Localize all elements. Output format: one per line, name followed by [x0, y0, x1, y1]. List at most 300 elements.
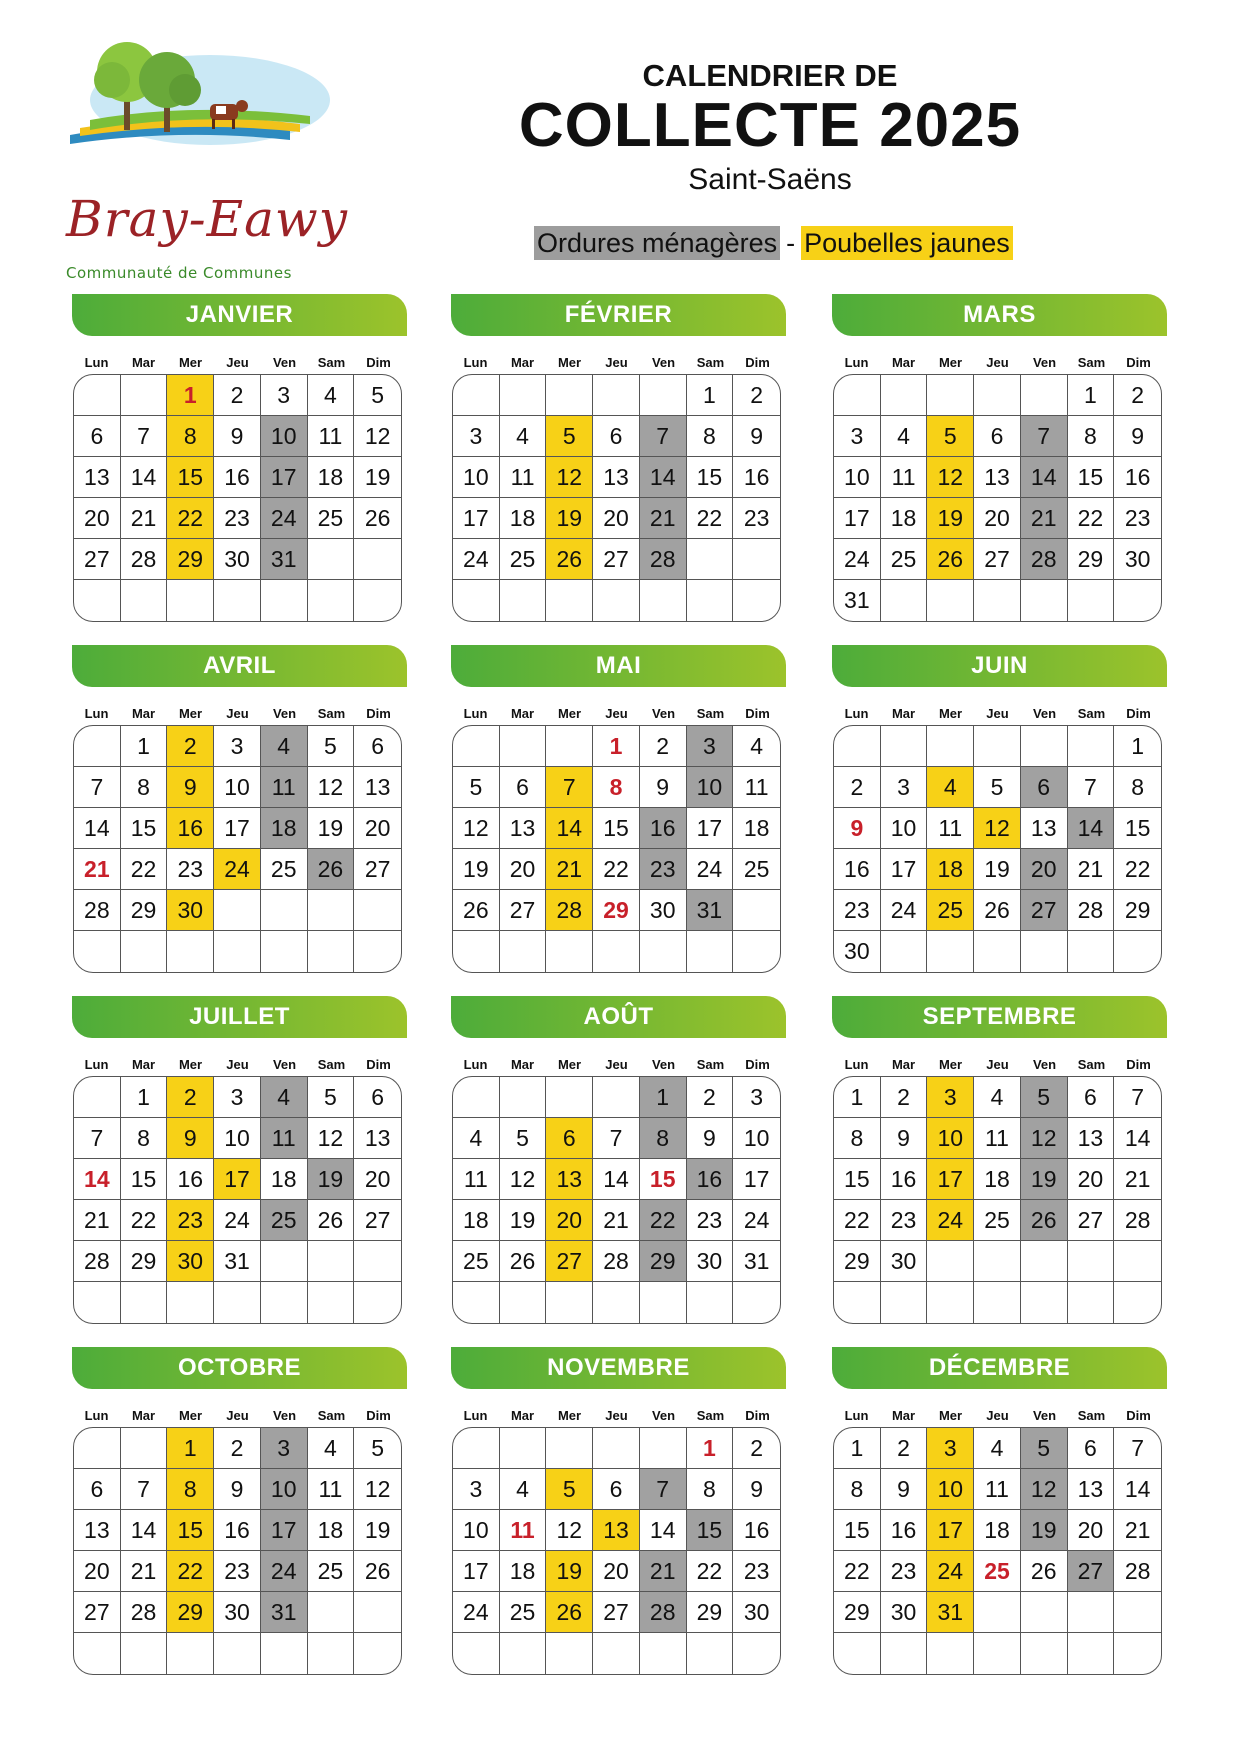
- day-cell: 3: [214, 1077, 261, 1118]
- day-cell: 19: [453, 849, 500, 890]
- day-cell: 13: [74, 457, 121, 498]
- empty-cell: [121, 1282, 168, 1323]
- day-cell: 28: [74, 890, 121, 931]
- day-cell: 3: [927, 1077, 974, 1118]
- day-cell: 12: [546, 457, 593, 498]
- weekday-label: Mer: [178, 1056, 203, 1072]
- day-cell: 24: [214, 1200, 261, 1241]
- day-cell: 6: [354, 726, 401, 767]
- weekday-row: [833, 1052, 1162, 1076]
- weekday-label: Sam: [317, 1407, 346, 1423]
- day-cell: 25: [974, 1551, 1021, 1592]
- day-cell: 28: [593, 1241, 640, 1282]
- empty-cell: [261, 890, 308, 931]
- empty-cell: [927, 726, 974, 767]
- weekday-label: Ven: [272, 705, 297, 721]
- empty-cell: [593, 1633, 640, 1674]
- empty-cell: [74, 1428, 121, 1469]
- day-cell: 14: [121, 1510, 168, 1551]
- empty-cell: [640, 580, 687, 621]
- month-8: [832, 996, 1167, 1324]
- day-cell: 15: [687, 1510, 734, 1551]
- day-cell: 3: [687, 726, 734, 767]
- day-cell: 7: [1114, 1077, 1161, 1118]
- day-cell: 9: [733, 1469, 780, 1510]
- month-grid: [833, 374, 1162, 622]
- day-cell: 30: [881, 1592, 928, 1633]
- empty-cell: [500, 726, 547, 767]
- day-cell: 18: [881, 498, 928, 539]
- empty-cell: [453, 1428, 500, 1469]
- day-cell: 16: [881, 1510, 928, 1551]
- day-cell: 29: [687, 1592, 734, 1633]
- day-cell: 7: [593, 1118, 640, 1159]
- weekday-label: Ven: [1032, 354, 1057, 370]
- empty-cell: [354, 1592, 401, 1633]
- weekday-label: Jeu: [605, 1407, 628, 1423]
- weekday-label: Jeu: [226, 354, 249, 370]
- empty-cell: [453, 580, 500, 621]
- empty-cell: [74, 1077, 121, 1118]
- day-cell: 17: [733, 1159, 780, 1200]
- day-cell: 30: [881, 1241, 928, 1282]
- day-cell: 11: [974, 1469, 1021, 1510]
- day-cell: 7: [546, 767, 593, 808]
- weekday-label: Mer: [938, 354, 963, 370]
- empty-cell: [974, 1241, 1021, 1282]
- day-cell: 4: [500, 1469, 547, 1510]
- day-cell: 26: [354, 498, 401, 539]
- day-cell: 8: [1068, 416, 1115, 457]
- month-title: AOÛT: [451, 996, 786, 1038]
- empty-cell: [927, 580, 974, 621]
- day-cell: 21: [1068, 849, 1115, 890]
- empty-cell: [121, 931, 168, 972]
- day-cell: 16: [167, 1159, 214, 1200]
- weekday-label: Sam: [317, 1056, 346, 1072]
- weekday-label: Ven: [272, 1407, 297, 1423]
- empty-cell: [214, 931, 261, 972]
- day-cell: 2: [881, 1077, 928, 1118]
- empty-cell: [974, 1592, 1021, 1633]
- day-cell: 29: [593, 890, 640, 931]
- legend: [534, 228, 1013, 259]
- day-cell: 5: [546, 416, 593, 457]
- day-cell: 18: [974, 1510, 1021, 1551]
- day-cell: 29: [1114, 890, 1161, 931]
- day-cell: 4: [500, 416, 547, 457]
- day-cell: 19: [354, 457, 401, 498]
- day-cell: 27: [1068, 1551, 1115, 1592]
- day-cell: 14: [1068, 808, 1115, 849]
- empty-cell: [500, 1428, 547, 1469]
- weekday-label: Ven: [651, 705, 676, 721]
- day-cell: 22: [687, 498, 734, 539]
- day-cell: 16: [167, 808, 214, 849]
- weekday-label: Lun: [463, 705, 488, 721]
- weekday-row: [452, 701, 781, 725]
- day-cell: 22: [167, 498, 214, 539]
- day-cell: 10: [214, 1118, 261, 1159]
- weekday-label: Jeu: [605, 354, 628, 370]
- month-6: [72, 996, 407, 1324]
- day-cell: 16: [687, 1159, 734, 1200]
- day-cell: 7: [121, 1469, 168, 1510]
- day-cell: 30: [733, 1592, 780, 1633]
- weekday-row: [73, 1403, 402, 1427]
- weekday-label: Jeu: [986, 1407, 1009, 1423]
- day-cell: 12: [308, 767, 355, 808]
- day-cell: 11: [261, 767, 308, 808]
- day-cell: 23: [640, 849, 687, 890]
- weekday-label: Dim: [366, 1056, 391, 1072]
- day-cell: 27: [593, 1592, 640, 1633]
- day-cell: 15: [687, 457, 734, 498]
- day-cell: 11: [500, 1510, 547, 1551]
- day-cell: 31: [214, 1241, 261, 1282]
- empty-cell: [500, 931, 547, 972]
- day-cell: 25: [500, 539, 547, 580]
- day-cell: 13: [1021, 808, 1068, 849]
- day-cell: 7: [74, 767, 121, 808]
- day-cell: 15: [121, 1159, 168, 1200]
- weekday-row: [73, 701, 402, 725]
- empty-cell: [354, 539, 401, 580]
- empty-cell: [121, 580, 168, 621]
- day-cell: 21: [640, 1551, 687, 1592]
- weekday-label: Ven: [1032, 1407, 1057, 1423]
- month-grid: [452, 725, 781, 973]
- legend-separator: -: [786, 228, 796, 258]
- weekday-label: Mar: [510, 1407, 535, 1423]
- day-cell: 27: [74, 1592, 121, 1633]
- day-cell: 19: [927, 498, 974, 539]
- day-cell: 21: [1021, 498, 1068, 539]
- day-cell: 18: [453, 1200, 500, 1241]
- day-cell: 26: [500, 1241, 547, 1282]
- weekday-label: Dim: [366, 705, 391, 721]
- day-cell: 22: [121, 849, 168, 890]
- day-cell: 31: [261, 1592, 308, 1633]
- day-cell: 5: [308, 1077, 355, 1118]
- day-cell: 27: [1068, 1200, 1115, 1241]
- day-cell: 19: [1021, 1510, 1068, 1551]
- weekday-label: Mer: [938, 705, 963, 721]
- day-cell: 26: [546, 539, 593, 580]
- empty-cell: [927, 1282, 974, 1323]
- month-title: DÉCEMBRE: [832, 1347, 1167, 1389]
- empty-cell: [308, 1592, 355, 1633]
- day-cell: 18: [261, 1159, 308, 1200]
- day-cell: 27: [354, 849, 401, 890]
- empty-cell: [308, 539, 355, 580]
- day-cell: 21: [546, 849, 593, 890]
- day-cell: 16: [733, 457, 780, 498]
- weekday-label: Ven: [651, 1407, 676, 1423]
- weekday-label: Sam: [1077, 354, 1106, 370]
- day-cell: 25: [308, 1551, 355, 1592]
- empty-cell: [974, 1282, 1021, 1323]
- day-cell: 10: [214, 767, 261, 808]
- empty-cell: [308, 1633, 355, 1674]
- empty-cell: [927, 375, 974, 416]
- empty-cell: [308, 580, 355, 621]
- day-cell: 26: [354, 1551, 401, 1592]
- day-cell: 10: [687, 767, 734, 808]
- day-cell: 26: [453, 890, 500, 931]
- weekday-label: Lun: [844, 1056, 869, 1072]
- day-cell: 9: [214, 416, 261, 457]
- weekday-label: Dim: [1126, 1056, 1151, 1072]
- weekday-label: Dim: [745, 1056, 770, 1072]
- day-cell: 6: [1021, 767, 1068, 808]
- empty-cell: [546, 1077, 593, 1118]
- day-cell: 20: [546, 1200, 593, 1241]
- day-cell: 14: [1114, 1118, 1161, 1159]
- empty-cell: [500, 1282, 547, 1323]
- day-cell: 10: [733, 1118, 780, 1159]
- weekday-label: Mer: [178, 1407, 203, 1423]
- day-cell: 6: [74, 416, 121, 457]
- empty-cell: [687, 580, 734, 621]
- month-7: [451, 996, 786, 1324]
- weekday-label: Mar: [131, 1056, 156, 1072]
- day-cell: 11: [453, 1159, 500, 1200]
- weekday-label: Sam: [317, 705, 346, 721]
- legend-yellow: Poubelles jaunes: [801, 226, 1013, 260]
- day-cell: 9: [167, 1118, 214, 1159]
- day-cell: 20: [974, 498, 1021, 539]
- empty-cell: [1021, 375, 1068, 416]
- day-cell: 1: [167, 1428, 214, 1469]
- month-grid: [73, 725, 402, 973]
- day-cell: 3: [214, 726, 261, 767]
- empty-cell: [881, 1282, 928, 1323]
- day-cell: 25: [927, 890, 974, 931]
- empty-cell: [74, 1633, 121, 1674]
- empty-cell: [261, 1241, 308, 1282]
- empty-cell: [167, 580, 214, 621]
- empty-cell: [834, 375, 881, 416]
- day-cell: 11: [881, 457, 928, 498]
- empty-cell: [687, 1282, 734, 1323]
- weekday-label: Mar: [131, 354, 156, 370]
- weekday-label: Mar: [510, 1056, 535, 1072]
- day-cell: 4: [733, 726, 780, 767]
- day-cell: 21: [593, 1200, 640, 1241]
- empty-cell: [214, 580, 261, 621]
- day-cell: 19: [500, 1200, 547, 1241]
- empty-cell: [927, 931, 974, 972]
- day-cell: 13: [974, 457, 1021, 498]
- day-cell: 5: [1021, 1428, 1068, 1469]
- empty-cell: [927, 1241, 974, 1282]
- day-cell: 19: [1021, 1159, 1068, 1200]
- empty-cell: [881, 726, 928, 767]
- day-cell: 8: [167, 1469, 214, 1510]
- day-cell: 1: [1114, 726, 1161, 767]
- day-cell: 21: [121, 1551, 168, 1592]
- day-cell: 6: [593, 416, 640, 457]
- day-cell: 12: [546, 1510, 593, 1551]
- day-cell: 2: [733, 1428, 780, 1469]
- day-cell: 13: [593, 457, 640, 498]
- logo: [60, 40, 348, 282]
- empty-cell: [974, 931, 1021, 972]
- day-cell: 23: [733, 498, 780, 539]
- landscape-logo-icon: [60, 40, 340, 200]
- day-cell: 21: [1114, 1510, 1161, 1551]
- day-cell: 11: [308, 416, 355, 457]
- month-title: FÉVRIER: [451, 294, 786, 336]
- day-cell: 1: [687, 375, 734, 416]
- day-cell: 22: [121, 1200, 168, 1241]
- day-cell: 9: [167, 767, 214, 808]
- day-cell: 7: [1021, 416, 1068, 457]
- day-cell: 29: [167, 539, 214, 580]
- day-cell: 24: [261, 498, 308, 539]
- day-cell: 8: [640, 1118, 687, 1159]
- empty-cell: [453, 1633, 500, 1674]
- day-cell: 4: [453, 1118, 500, 1159]
- weekday-label: Ven: [272, 354, 297, 370]
- weekday-label: Jeu: [226, 1407, 249, 1423]
- day-cell: 13: [1068, 1118, 1115, 1159]
- month-title: NOVEMBRE: [451, 1347, 786, 1389]
- day-cell: 28: [640, 1592, 687, 1633]
- day-cell: 21: [1114, 1159, 1161, 1200]
- day-cell: 20: [593, 498, 640, 539]
- weekday-label: Dim: [366, 354, 391, 370]
- day-cell: 18: [500, 498, 547, 539]
- empty-cell: [74, 931, 121, 972]
- day-cell: 1: [167, 375, 214, 416]
- day-cell: 18: [308, 457, 355, 498]
- day-cell: 13: [354, 767, 401, 808]
- day-cell: 20: [1068, 1159, 1115, 1200]
- day-cell: 26: [974, 890, 1021, 931]
- empty-cell: [974, 580, 1021, 621]
- month-title: JANVIER: [72, 294, 407, 336]
- day-cell: 28: [1021, 539, 1068, 580]
- day-cell: 20: [500, 849, 547, 890]
- weekday-label: Lun: [463, 354, 488, 370]
- empty-cell: [687, 539, 734, 580]
- day-cell: 18: [308, 1510, 355, 1551]
- weekday-label: Sam: [696, 1407, 725, 1423]
- day-cell: 2: [640, 726, 687, 767]
- day-cell: 15: [1068, 457, 1115, 498]
- day-cell: 4: [261, 726, 308, 767]
- day-cell: 14: [74, 1159, 121, 1200]
- month-title: JUIN: [832, 645, 1167, 687]
- day-cell: 5: [974, 767, 1021, 808]
- day-cell: 16: [1114, 457, 1161, 498]
- day-cell: 8: [167, 416, 214, 457]
- day-cell: 17: [834, 498, 881, 539]
- day-cell: 12: [354, 1469, 401, 1510]
- weekday-label: Mer: [557, 354, 582, 370]
- day-cell: 10: [927, 1469, 974, 1510]
- empty-cell: [121, 1428, 168, 1469]
- day-cell: 25: [261, 1200, 308, 1241]
- empty-cell: [733, 539, 780, 580]
- month-grid: [833, 1427, 1162, 1675]
- month-9: [72, 1347, 407, 1675]
- empty-cell: [546, 1633, 593, 1674]
- weekday-label: Mar: [131, 705, 156, 721]
- month-4: [451, 645, 786, 973]
- weekday-label: Ven: [1032, 705, 1057, 721]
- day-cell: 28: [1114, 1200, 1161, 1241]
- empty-cell: [500, 1633, 547, 1674]
- day-cell: 27: [593, 539, 640, 580]
- day-cell: 29: [834, 1592, 881, 1633]
- day-cell: 9: [733, 416, 780, 457]
- day-cell: 4: [927, 767, 974, 808]
- day-cell: 23: [214, 1551, 261, 1592]
- empty-cell: [1068, 1282, 1115, 1323]
- day-cell: 14: [1114, 1469, 1161, 1510]
- empty-cell: [1068, 726, 1115, 767]
- weekday-label: Mer: [557, 1407, 582, 1423]
- day-cell: 20: [1021, 849, 1068, 890]
- day-cell: 22: [640, 1200, 687, 1241]
- weekday-row: [833, 350, 1162, 374]
- weekday-label: Ven: [272, 1056, 297, 1072]
- weekday-label: Jeu: [605, 705, 628, 721]
- day-cell: 27: [500, 890, 547, 931]
- day-cell: 21: [74, 1200, 121, 1241]
- day-cell: 12: [453, 808, 500, 849]
- month-grid: [73, 1076, 402, 1324]
- empty-cell: [881, 375, 928, 416]
- day-cell: 4: [308, 375, 355, 416]
- empty-cell: [354, 1241, 401, 1282]
- day-cell: 19: [546, 1551, 593, 1592]
- day-cell: 8: [1114, 767, 1161, 808]
- day-cell: 11: [733, 767, 780, 808]
- day-cell: 24: [733, 1200, 780, 1241]
- day-cell: 10: [881, 808, 928, 849]
- weekday-label: Mer: [938, 1407, 963, 1423]
- empty-cell: [167, 931, 214, 972]
- day-cell: 2: [167, 726, 214, 767]
- month-10: [451, 1347, 786, 1675]
- title-line2: COLLECTE 2025: [518, 91, 1022, 160]
- weekday-row: [833, 1403, 1162, 1427]
- day-cell: 6: [1068, 1428, 1115, 1469]
- month-grid: [452, 1427, 781, 1675]
- empty-cell: [308, 1282, 355, 1323]
- day-cell: 20: [354, 808, 401, 849]
- day-cell: 17: [214, 1159, 261, 1200]
- day-cell: 29: [1068, 539, 1115, 580]
- day-cell: 2: [881, 1428, 928, 1469]
- weekday-label: Mar: [510, 705, 535, 721]
- day-cell: 18: [927, 849, 974, 890]
- empty-cell: [546, 375, 593, 416]
- empty-cell: [1114, 1633, 1161, 1674]
- weekday-label: Lun: [844, 354, 869, 370]
- empty-cell: [1021, 726, 1068, 767]
- day-cell: 19: [308, 1159, 355, 1200]
- empty-cell: [1114, 1241, 1161, 1282]
- day-cell: 29: [121, 1241, 168, 1282]
- empty-cell: [354, 890, 401, 931]
- empty-cell: [354, 1282, 401, 1323]
- day-cell: 25: [261, 849, 308, 890]
